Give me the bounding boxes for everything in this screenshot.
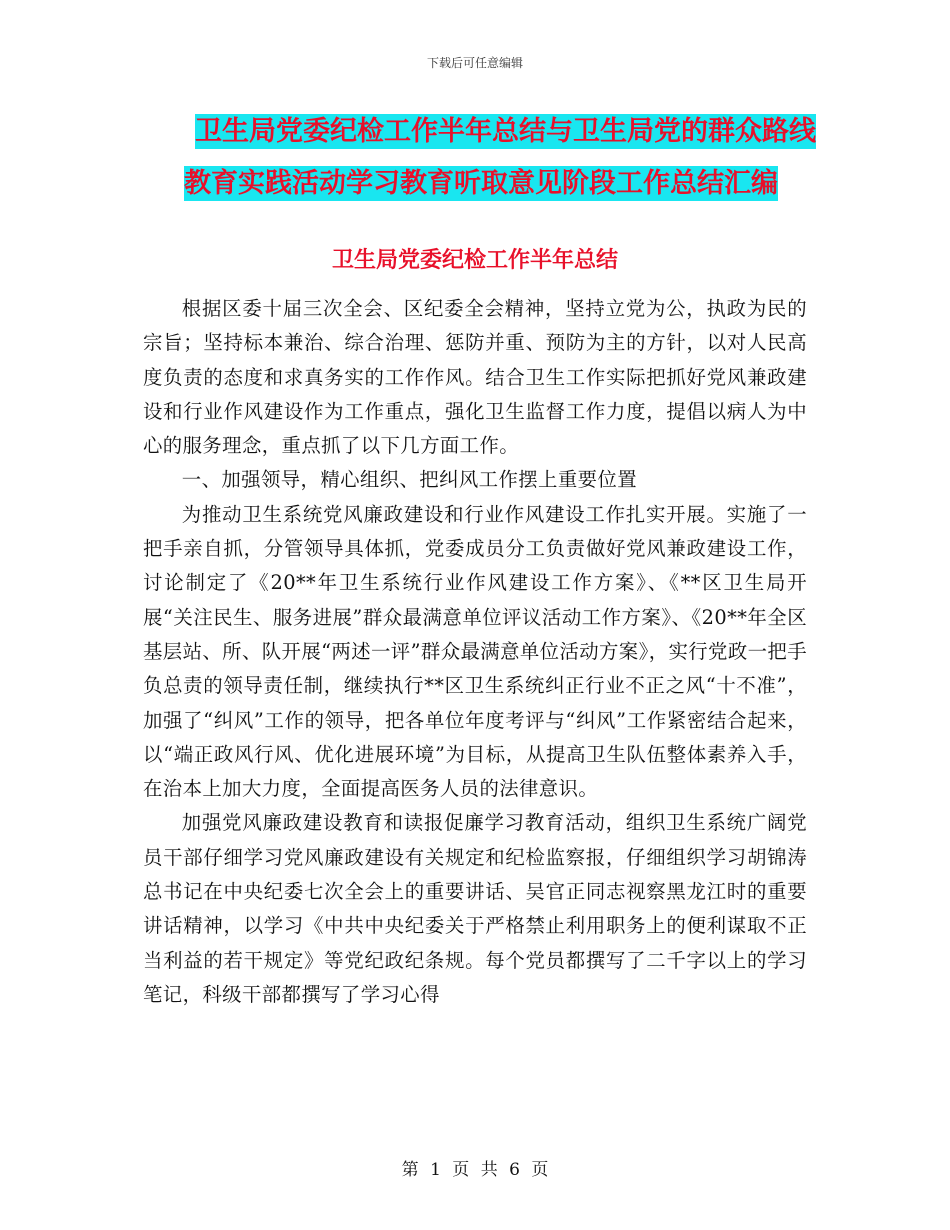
document-title xyxy=(0,106,950,210)
paragraph-1: 为推动卫生系统党风廉政建设和行业作风建设工作扎实开展。实施了一把手亲自抓，分管领导具体抓，党委成员分工负责做好党风兼政建设工作，讨论制定了《20**年卫生系统行业作风建设工作方案》、《**区卫生局开展“关注民生、服务进展”群众最满意单位评议活动工作方案》、《20**年全区基层站、所、队开展“两述一评”群众最满意单位活动方案》，实行党政一把手负总责的领导责任制，继续执行**区卫生系统纠正行业不正之风“十不准”，加强了“纠风”工作的领导，把各单位年度考评与“纠风”工作紧密结合起来，以“端正政风行风、优化进展环境”为目标，从提高卫生队伍整体素养入手，在治本上加大力度，全面提高医务人员的法律意识。 xyxy=(143,502,808,801)
page-footer: 第 1 页 共 6 页 xyxy=(401,1160,549,1180)
paragraph-2: 加强党风廉政建设教育和读报促廉学习教育活动，组织卫生系统广阔党员干部仔细学习党风廉政建设有关规定和纪检监察报，仔细组织学习胡锦涛总书记在中央纪委七次全会上的重要讲话、吴官正同志视察黑龙江时的重要讲话精神，以学习《中共中央纪委关于严格禁止利用职务上的便利谋取不正当利益的若干规定》等党纪政纪条规。每个党员都撰写了二千字以上的学习笔记，科级干部都撰写了学习心得 xyxy=(143,811,807,1006)
header-note: 下载后可任意编辑 xyxy=(426,56,523,70)
title-line-1: 卫生局党委纪检工作半年总结与卫生局党的群众路线 xyxy=(195,116,816,147)
title-line-2: 教育实践活动学习教育听取意见阶段工作总结汇编 xyxy=(184,168,778,199)
section-title: 卫生局党委纪检工作半年总结 xyxy=(331,248,618,273)
paragraph-intro: 根据区委十届三次全会、区纪委全会精神，坚持立党为公，执政为民的宗旨；坚持标本兼治、综合治理、惩防并重、预防为主的方针，以对人民高度负责的态度和求真务实的工作作风。结合卫生工作实际把抓好党风兼政建设和行业作风建设作为工作重点，强化卫生监督工作力度，提倡以病人为中心的服务理念，重点抓了以下几方面工作。 xyxy=(143,297,807,458)
document-body xyxy=(143,292,807,1012)
heading-section-1: 一、加强领导，精心组织、把纠风工作摆上重要位置 xyxy=(181,468,637,492)
